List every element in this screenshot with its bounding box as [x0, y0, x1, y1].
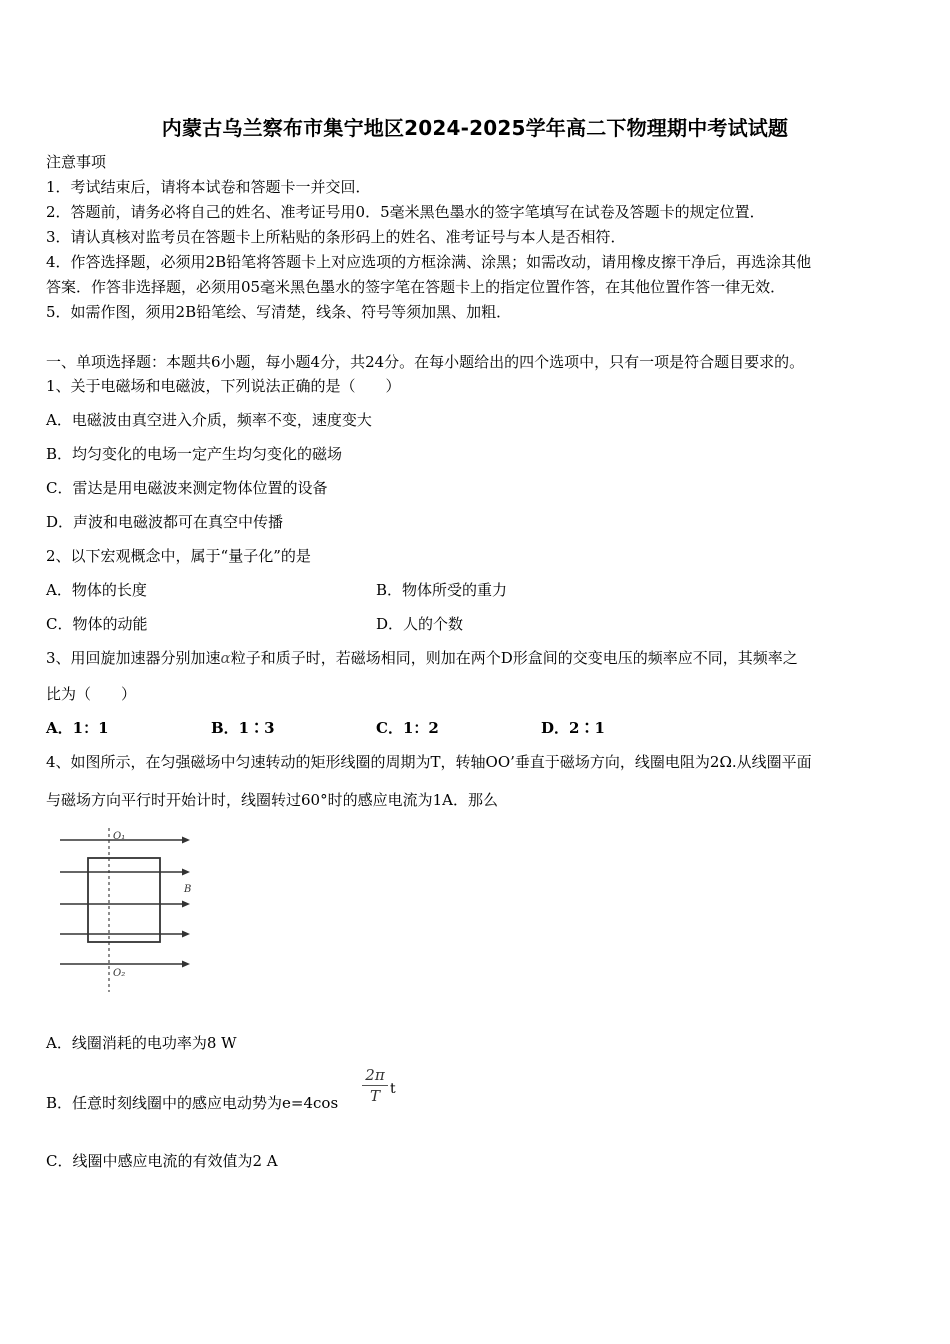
fraction-numerator: 2π [365, 1066, 385, 1084]
question-3-stem-line2: 比为（ ） [46, 685, 137, 703]
note-item: 3．请认真核对监考员在答题卡上所粘贴的条形码上的姓名、准考证号与本人是否相符． [46, 228, 626, 246]
section-heading: 一、单项选择题：本题共6小题，每小题4分，共24分。在每小题给出的四个选项中，只有一项是符合题目要求的。 [46, 353, 805, 371]
note-item: 5．如需作图，须用2B铅笔绘、写清楚，线条、符号等须加黑、加粗． [46, 303, 512, 321]
question-3-stem [46, 648, 798, 668]
question-2-option-c: C．物体的动能 [46, 615, 148, 633]
fraction-denominator: T [369, 1087, 380, 1105]
question-4-option-a: A．线圈消耗的电功率为8 W [46, 1034, 237, 1052]
question-4-stem: 4、如图所示，在匀强磁场中匀速转动的矩形线圈的周期为T，转轴OO’垂直于磁场方向，线圈电阻为2Ω.从线圈平面 [46, 753, 812, 771]
question-2-stem: 2、以下宏观概念中，属于“量子化”的是 [46, 547, 311, 565]
note-item: 答案．作答非选择题，必须用05毫米黑色墨水的签字笔在答题卡上的指定位置作答，在其他位置作答一律无效． [46, 278, 786, 296]
question-2-option-d: D．人的个数 [376, 615, 464, 633]
question-1-stem: 1、关于电磁场和电磁波，下列说法正确的是（ ） [46, 377, 401, 395]
question-3-option-c: C．1：2 [376, 719, 439, 737]
fraction-bar [362, 1085, 388, 1086]
alpha-symbol: α [220, 649, 231, 667]
question-3-option-d: D．2∶1 [541, 719, 605, 737]
question-4-stem-line2: 与磁场方向平行时开始计时，线圈转过60°时的感应电流为1A．那么 [46, 791, 498, 809]
question-3-option-a: A．1：1 [46, 719, 109, 737]
field-label-b: B [184, 884, 192, 895]
notes-heading: 注意事项 [46, 153, 107, 171]
coil-in-magnetic-field-figure [54, 822, 199, 994]
question-3-stem-end: 粒子和质子时，若磁场相同，则加在两个D形盒间的交变电压的频率应不同，其频率之 [230, 649, 798, 667]
question-2-option-a: A．物体的长度 [46, 581, 147, 599]
page-title: 内蒙古乌兰察布市集宁地区2024-2025学年高二下物理期中考试试题 [161, 116, 789, 140]
question-1-option-b: B．均匀变化的电场一定产生均匀变化的磁场 [46, 445, 343, 463]
question-1-option-a: A．电磁波由真空进入介质，频率不变，速度变大 [46, 411, 372, 429]
question-3-stem-start: 3、用回旋加速器分别加速 [46, 649, 221, 667]
fraction-2pi-over-t [360, 1066, 390, 1105]
question-1-option-d: D．声波和电磁波都可在真空中传播 [46, 513, 284, 531]
question-1-option-c: C．雷达是用电磁波来测定物体位置的设备 [46, 479, 328, 497]
time-variable: t [390, 1081, 396, 1097]
note-item: 1．考试结束后，请将本试卷和答题卡一并交回． [46, 178, 371, 196]
note-item: 4．作答选择题，必须用2B铅笔将答题卡上对应选项的方框涂满、涂黑；如需改动，请用橡皮擦干净后，再选涂其他 [46, 253, 812, 271]
question-2-option-b: B．物体所受的重力 [376, 581, 508, 599]
question-4-option-c: C．线圈中感应电流的有效值为2 A [46, 1152, 278, 1170]
question-4-option-b: B．任意时刻线圈中的感应电动势为e=4cos [46, 1094, 339, 1112]
note-item: 2．答题前，请务必将自己的姓名、准考证号用0．5毫米黑色墨水的签字笔填写在试卷及答题卡的规定位置． [46, 203, 765, 221]
axis-label-o1: O₁ [113, 831, 126, 842]
axis-label-o2: O₂ [113, 968, 126, 979]
question-3-option-b: B．1∶3 [211, 719, 275, 737]
